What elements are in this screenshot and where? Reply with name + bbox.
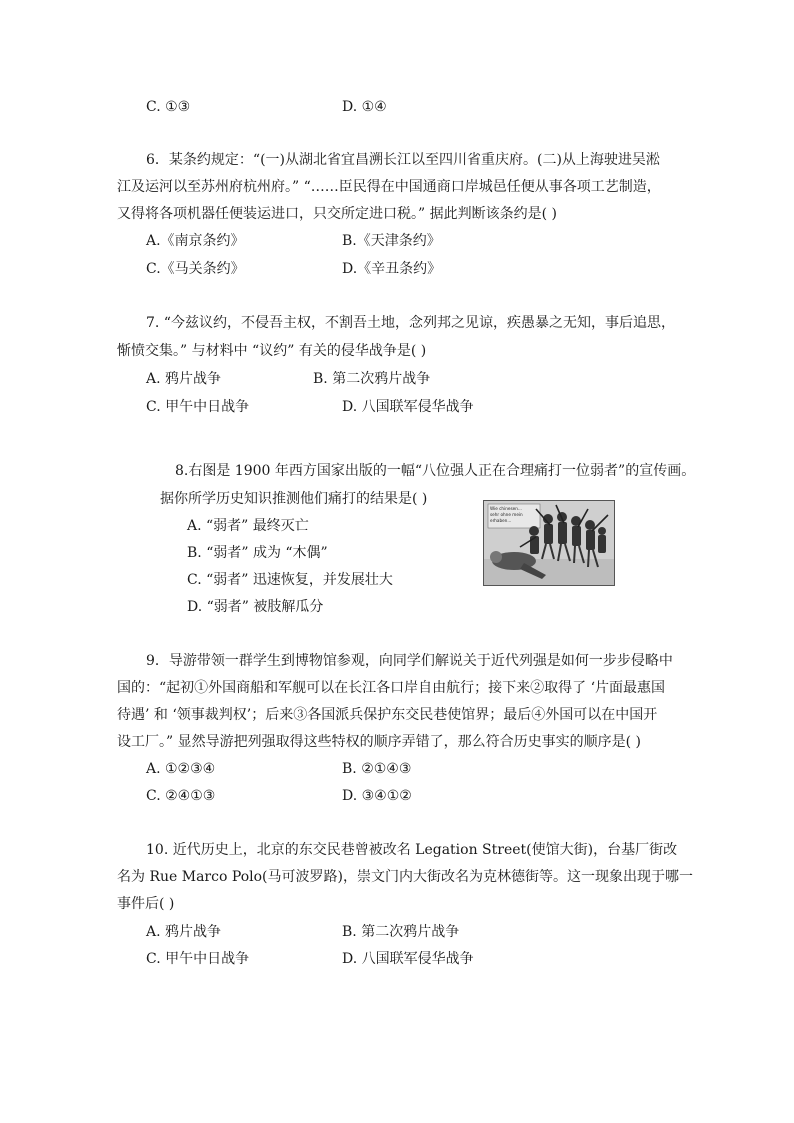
q9-stem-line-4: 设工厂。” 显然导游把列强取得这些特权的顺序弄错了，那么符合历史事实的顺序是( ) — [117, 734, 641, 750]
q5-option-c: C. ①③ — [146, 99, 191, 115]
q10-option-a: A. 鸦片战争 — [146, 924, 222, 940]
q6-option-b: B.《天津条约》 — [342, 233, 441, 249]
q9-stem-line-3: 待遇’ 和 ‘领事裁判权’；后来③各国派兵保护东交民巷使馆界；最后④外国可以在中国开 — [117, 707, 658, 723]
q9-option-c: C. ②④①③ — [146, 788, 216, 804]
q8-stem-line-1: 8.右图是 1900 年西方国家出版的一幅“八位强人正在合理痛打一位弱者”的宣传画。 — [175, 463, 696, 479]
q7-option-a: A. 鸦片战争 — [146, 371, 222, 387]
q6-stem-line-3: 又得将各项机器任便装运进口，只交所定进口税。” 据此判断该条约是( ) — [117, 206, 557, 222]
q8-option-a: A. “弱者” 最终灭亡 — [187, 518, 309, 534]
propaganda-cartoon-image — [483, 500, 615, 586]
q6-option-c: C.《马关条约》 — [146, 261, 245, 277]
q9-stem-line-2: 国的：“起初①外国商船和军舰可以在长江各口岸自由航行；接下来②取得了 ‘片面最惠国 — [117, 680, 666, 696]
q6-stem-line-1: 6．某条约规定：“(一)从湖北省宜昌溯长江以至四川省重庆府。(二)从上海驶进吴淞 — [146, 152, 660, 168]
q9-option-a: A. ①②③④ — [146, 761, 216, 777]
q10-stem-line-1: 10. 近代历史上，北京的东交民巷曾被改名 Legation Street(使馆大街)，台基厂街改 — [146, 842, 678, 858]
q9-stem-line-1: 9．导游带领一群学生到博物馆参观，向同学们解说关于近代列强是如何一步步侵略中 — [146, 653, 673, 669]
q8-option-c: C. “弱者” 迅速恢复，并发展壮大 — [187, 572, 393, 588]
q8-option-d: D. “弱者” 被肢解瓜分 — [187, 599, 324, 615]
q8-stem-line-2: 据你所学历史知识推测他们痛打的结果是( ) — [160, 491, 428, 507]
q6-option-a: A.《南京条约》 — [146, 233, 245, 249]
q7-option-b: B. 第二次鸦片战争 — [313, 371, 431, 387]
svg-text:erhaben...: erhaben... — [490, 518, 512, 523]
q7-option-d: D. 八国联军侵华战争 — [342, 399, 474, 415]
q10-stem-line-2: 名为 Rue Marco Polo(马可波罗路)，崇文门内大街改名为克林德街等。这一现象出现于哪一 — [117, 869, 693, 885]
q7-stem-line-2: 惭愤交集。” 与材料中 “议约” 有关的侵华战争是( ) — [117, 343, 427, 359]
svg-text:sehr ohne mein: sehr ohne mein — [490, 512, 523, 517]
q7-option-c: C. 甲午中日战争 — [146, 399, 250, 415]
q6-stem-line-2: 江及运河以至苏州府杭州府。” “……臣民得在中国通商口岸城邑任便从事各项工艺制造， — [117, 179, 661, 195]
q10-option-c: C. 甲午中日战争 — [146, 951, 250, 967]
q10-option-d: D. 八国联军侵华战争 — [342, 951, 474, 967]
q10-option-b: B. 第二次鸦片战争 — [342, 924, 460, 940]
q9-option-b: B. ②①④③ — [342, 761, 412, 777]
q5-option-d: D. ①④ — [342, 99, 387, 115]
q10-stem-line-3: 事件后( ) — [117, 896, 175, 912]
cartoon-caption: Wie chinesen... — [490, 506, 522, 511]
q6-option-d: D.《辛丑条约》 — [342, 261, 442, 277]
q8-option-b: B. “弱者” 成为 “木偶” — [187, 545, 328, 561]
q7-stem-line-1: 7. “今兹议约，不侵吾主权，不割吾土地，念列邦之见谅，疾愚暴之无知，事后追思， — [146, 315, 675, 331]
q9-option-d: D. ③④①② — [342, 788, 412, 804]
